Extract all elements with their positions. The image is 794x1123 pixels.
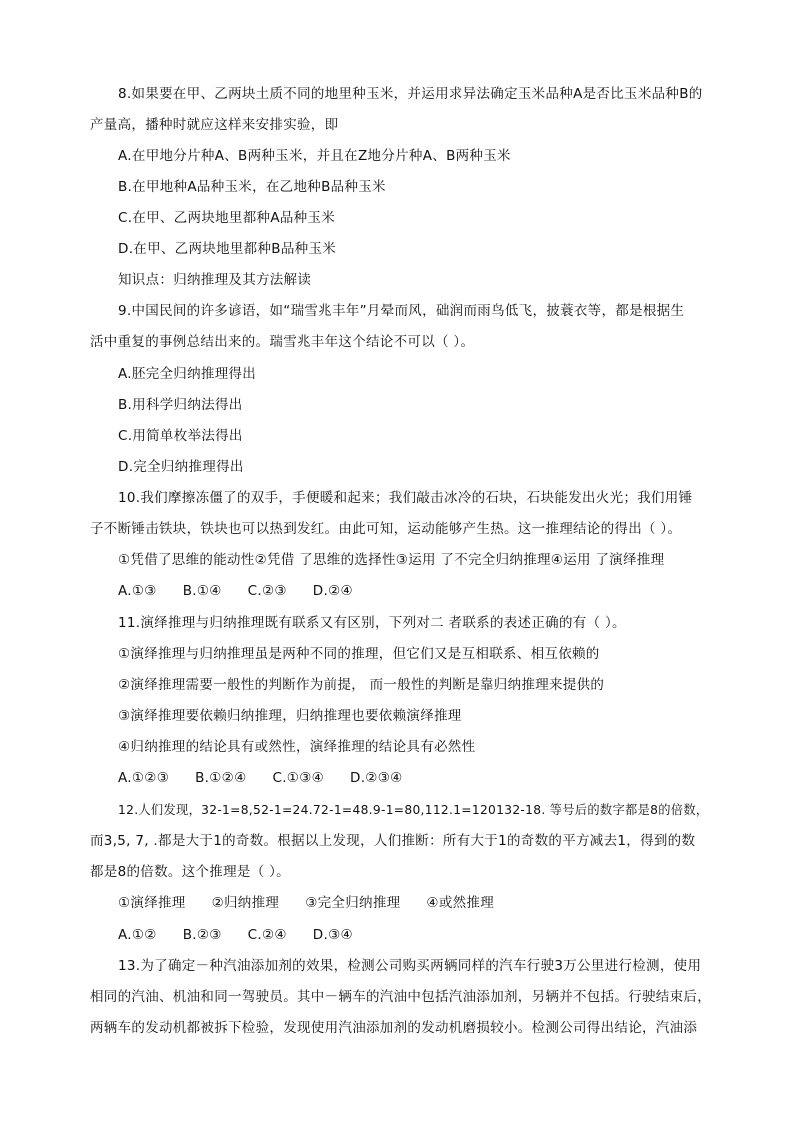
statement-1: ①演绎推理 <box>118 895 186 911</box>
question-11-line-1: 11.演绎推理与归纳推理既有联系又有区别，下列对二 者联系的表述正确的有（ ）。 <box>118 615 626 631</box>
question-13-line-3: 两辆车的发动机都被拆下检验，发现使用汽油添加剂的发动机磨损较小。检测公司得出结论，汽油添 <box>90 1020 698 1036</box>
choice-d: D.②③④ <box>350 770 403 786</box>
question-12-statements <box>118 893 494 913</box>
question-12-line-1: 12.人们发现，32-1=8,52-1=24.72-1=48.9-1=80,112.1=120132-18. 等号后的数字都是8的倍数， <box>118 803 709 817</box>
question-12-line-3: 都是8的倍数。这个推理是（ ）。 <box>90 864 290 880</box>
question-12-line-2: 而3,5, 7, .都是大于1的奇数。根据以上发现，人们推断：所有大于1的奇数的平方减去1，得到的数 <box>90 833 696 849</box>
question-9-line-1: 9.中国民间的许多谚语，如“瑞雪兆丰年”月晕而风，础润而雨鸟低飞，披蓑衣等，都是根据生 <box>118 303 685 319</box>
question-10-choices <box>118 581 353 601</box>
statement-4: ④或然推理 <box>426 895 495 911</box>
question-8-option-b: B.在甲地种A品种玉米，在乙地种B品种玉米 <box>118 179 386 195</box>
choice-c: C.②③ <box>247 583 287 599</box>
question-11-statement-1: ①演绎推理与归纳推理虽是两种不同的推理，但它们又是互相联系、相互依赖的 <box>118 646 600 662</box>
statement-3: ③完全归纳推理 <box>305 895 401 911</box>
question-9-option-a: A.胚完全归纳推理得出 <box>118 366 257 382</box>
choice-a: A.①② <box>118 927 157 943</box>
question-8-option-c: C.在甲、乙两块地里都种A品种玉米 <box>118 210 336 226</box>
choice-b: B.①④ <box>182 583 222 599</box>
question-11-statement-2: ②演绎推理需要一般性的判断作为前提， 而一般性的判断是靠归纳推理来提供的 <box>118 677 605 693</box>
choice-c: C.②④ <box>247 927 287 943</box>
question-11-statement-4: ④归纳推理的结论具有或然性，演绎推理的结论具有必然性 <box>118 739 476 755</box>
question-8-line-1: 8.如果要在甲、乙两块土质不同的地里种玉米，并运用求异法确定玉米品种A是否比玉米品种B的 <box>118 86 703 102</box>
question-12-choices <box>118 925 353 945</box>
question-8-line-2: 产量高，播种时就应这样来安排实验，即 <box>90 117 339 133</box>
question-9-option-c: C.用简单枚举法得出 <box>118 428 243 444</box>
choice-c: C.①③④ <box>272 770 325 786</box>
choice-d: D.③④ <box>312 927 353 943</box>
question-9-option-b: B.用科学归纳法得出 <box>118 397 243 413</box>
choice-b: B.②③ <box>182 927 222 943</box>
question-10-statements: ①凭借了思维的能动性②凭借 了思维的选择性③运用 了不完全归纳推理④运用 了演绎推理 <box>118 552 665 568</box>
question-9-line-2: 活中重复的事例总结出来的。瑞雪兆丰年这个结论不可以（ ）。 <box>90 334 475 350</box>
statement-2: ②归纳推理 <box>211 895 280 911</box>
choice-d: D.②④ <box>312 583 353 599</box>
question-13-line-2: 相同的汽油、机油和同一驾驶员。其中－辆车的汽油中包括汽油添加剂，另辆并不包括。行驶结束后， <box>90 989 711 1005</box>
choice-b: B.①②④ <box>195 770 247 786</box>
question-10-line-1: 10.我们摩擦冻僵了的双手，手便暖和起来；我们敲击冰冷的石块，石块能发出火光；我们用锤 <box>118 490 693 506</box>
question-10-line-2: 子不断锤击铁块，铁块也可以热到发红。由此可知，运动能够产生热。这一推理结论的得出（ ）。 <box>90 521 682 537</box>
question-13-line-1: 13.为了确定－种汽油添加剂的效果，检测公司购买两辆同样的汽车行驶3万公里进行检测，使用 <box>118 958 702 974</box>
choice-a: A.①②③ <box>118 770 170 786</box>
question-8-option-a: A.在甲地分片种A、B两种玉米，并且在Z地分片种A、B两种玉米 <box>118 148 511 164</box>
question-8-option-d: D.在甲、乙两块地里都种B品种玉米 <box>118 241 337 257</box>
knowledge-point: 知识点：归纳推理及其方法解读 <box>118 272 312 288</box>
question-11-choices <box>118 768 403 788</box>
choice-a: A.①③ <box>118 583 157 599</box>
question-9-option-d: D.完全归纳推理得出 <box>118 459 244 475</box>
question-11-statement-3: ③演绎推理要依赖归纳推理，归纳推理也要依赖演绎推理 <box>118 708 462 724</box>
